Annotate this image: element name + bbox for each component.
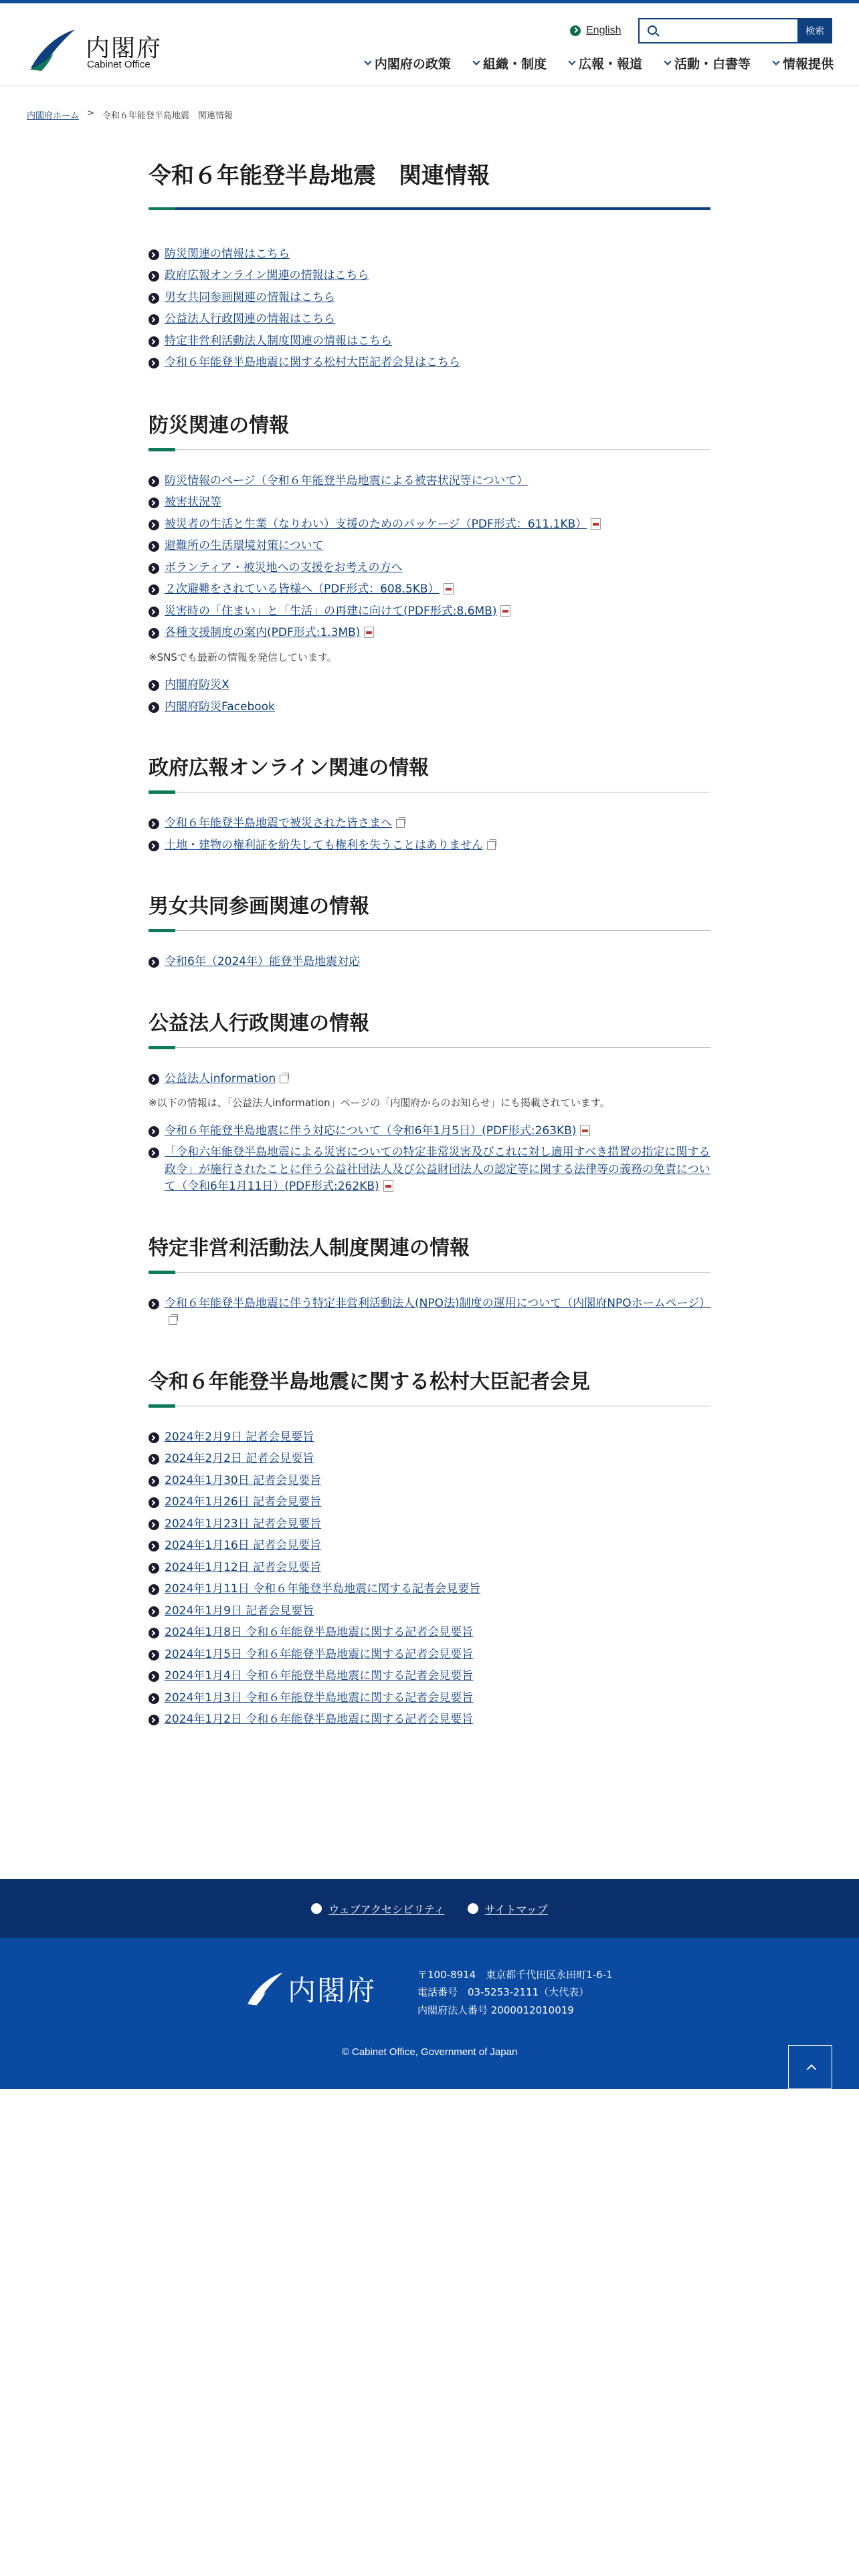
list-item xyxy=(149,333,710,350)
arrow-circle-icon xyxy=(149,1541,159,1551)
arrow-circle-icon xyxy=(311,1903,322,1914)
pdf-icon xyxy=(580,1125,590,1136)
pdf-icon xyxy=(500,605,510,617)
toc-link[interactable]: 公益法人行政関連の情報はこちら xyxy=(165,312,335,326)
bousai-link[interactable]: 災害時の「住まい」と「生活」の再建に向けて(PDF形式:8.6MB) xyxy=(165,604,497,618)
arrow-circle-icon xyxy=(149,1519,159,1530)
press-link-list xyxy=(149,1429,710,1729)
press-link[interactable]: 2024年1月3日 令和６年能登半島地震に関する記者会見要旨 xyxy=(165,1691,474,1705)
section-koueki xyxy=(149,1010,710,1196)
link-list xyxy=(149,473,710,642)
list-item xyxy=(149,538,710,555)
arrow-circle-icon xyxy=(149,1454,159,1465)
language-switch xyxy=(570,25,621,37)
press-link[interactable]: 2024年2月2日 記者会見要旨 xyxy=(165,1452,314,1466)
chevron-down-icon xyxy=(568,58,575,65)
koho-link[interactable]: 令和６年能登半島地震で被災された皆さまへ xyxy=(165,817,392,831)
arrow-circle-icon xyxy=(570,25,581,36)
list-item xyxy=(149,516,710,534)
arrow-circle-icon xyxy=(149,1715,159,1725)
footer-accessibility-link[interactable] xyxy=(311,1901,444,1917)
list-item xyxy=(149,1537,710,1555)
koho-link[interactable]: 土地・建物の権利証を紛失しても権利を失うことはありません xyxy=(165,838,483,852)
sns-x-link[interactable]: 内閣府防災X xyxy=(165,678,229,692)
list-item xyxy=(149,699,710,716)
sns-link-list xyxy=(149,677,710,716)
external-link-icon xyxy=(169,1316,177,1325)
arrow-circle-icon xyxy=(149,628,159,639)
press-link[interactable]: 2024年1月12日 記者会見要旨 xyxy=(165,1560,322,1574)
footer-link-label: サイトマップ xyxy=(484,1903,548,1916)
site-logo[interactable] xyxy=(27,25,174,76)
list-item xyxy=(149,1071,710,1088)
arrow-circle-icon xyxy=(149,498,159,508)
corp-number-line: 内閣府法人番号 2000012010019 xyxy=(417,2004,574,2016)
list-item xyxy=(149,1624,710,1642)
link-list xyxy=(149,815,710,854)
list-item xyxy=(149,581,710,599)
link-list xyxy=(149,1295,710,1329)
link-list xyxy=(149,1071,710,1088)
search-button[interactable]: 検索 xyxy=(797,18,832,43)
sns-facebook-link[interactable]: 内閣府防災Facebook xyxy=(165,700,275,714)
section-npo xyxy=(149,1235,710,1329)
footer-link-label: ウェブアクセシビリティ xyxy=(328,1903,445,1916)
footer-sitemap-link[interactable] xyxy=(468,1901,548,1917)
danjo-link[interactable]: 令和6年（2024年）能登半島地震対応 xyxy=(165,955,361,969)
arrow-circle-icon xyxy=(149,1074,159,1085)
section-title: 特定非営利活動法人制度関連の情報 xyxy=(149,1235,710,1273)
chevron-down-icon xyxy=(472,58,480,65)
cabinet-office-logo-icon xyxy=(27,27,78,74)
list-item xyxy=(149,494,710,512)
section-press xyxy=(149,1368,710,1729)
table-of-contents xyxy=(149,246,710,372)
list-item xyxy=(149,954,710,971)
list-item xyxy=(149,1295,710,1329)
list-item xyxy=(149,837,710,855)
arrow-circle-icon xyxy=(149,336,159,347)
arrow-circle-icon xyxy=(149,584,159,595)
footer-nav xyxy=(0,1879,859,1938)
search-box xyxy=(638,18,797,43)
list-item xyxy=(149,1711,710,1729)
nav-organization[interactable] xyxy=(474,54,547,72)
arrow-circle-icon xyxy=(149,1126,159,1137)
pdf-icon xyxy=(364,627,374,638)
section-title: 防災関連の情報 xyxy=(149,412,710,450)
breadcrumb xyxy=(27,108,233,121)
arrow-circle-icon xyxy=(149,1671,159,1682)
cabinet-office-logo-icon xyxy=(245,1970,285,2008)
bousai-link[interactable]: ボランティア・被災地への支援をお考えの方へ xyxy=(165,560,403,574)
arrow-circle-icon xyxy=(149,1432,159,1443)
list-item xyxy=(149,290,710,307)
chevron-down-icon xyxy=(772,58,779,65)
press-link[interactable]: 2024年1月30日 記者会見要旨 xyxy=(165,1473,322,1487)
breadcrumb-home-link[interactable]: 内閣府ホーム xyxy=(27,111,80,121)
chevron-down-icon xyxy=(364,58,371,65)
section-bousai xyxy=(149,412,710,716)
list-item xyxy=(149,1646,710,1664)
copyright: © Cabinet Office, Government of Japan xyxy=(341,2046,518,2058)
nav-press[interactable] xyxy=(569,54,642,72)
footer-address xyxy=(417,1966,613,2019)
list-item xyxy=(149,1690,710,1707)
arrow-circle-icon xyxy=(149,1584,159,1595)
nav-policy[interactable] xyxy=(365,54,451,72)
arrow-circle-icon xyxy=(149,819,159,829)
press-link[interactable]: 2024年1月23日 記者会見要旨 xyxy=(165,1517,322,1531)
bousai-link[interactable]: 被害状況等 xyxy=(165,496,221,510)
logo-text-ja: 内閣府 xyxy=(86,35,163,62)
search-input[interactable] xyxy=(640,19,797,42)
external-link-icon xyxy=(396,819,405,828)
arrow-circle-icon xyxy=(149,702,159,713)
page-title: 令和６年能登半島地震 関連情報 xyxy=(149,160,710,210)
press-link[interactable]: 2024年1月8日 令和６年能登半島地震に関する記者会見要旨 xyxy=(165,1626,474,1640)
toc-link[interactable]: 令和６年能登半島地震に関する松村大臣記者会見はこちら xyxy=(165,356,460,370)
arrow-circle-icon xyxy=(149,680,159,691)
english-link[interactable]: English xyxy=(586,25,622,36)
main-content xyxy=(149,160,710,1733)
list-item xyxy=(149,1451,710,1468)
section-title: 令和６年能登半島地震に関する松村大臣記者会見 xyxy=(149,1368,710,1406)
site-header xyxy=(0,3,859,86)
arrow-circle-icon xyxy=(149,358,159,368)
pdf-icon xyxy=(383,1180,393,1192)
site-search xyxy=(638,18,832,43)
arrow-circle-icon xyxy=(149,1299,159,1309)
page-top-button[interactable] xyxy=(788,2045,832,2089)
toc-link[interactable]: 防災関連の情報はこちら xyxy=(165,247,290,261)
nav-activities[interactable] xyxy=(665,54,751,72)
nav-label: 活動・白書等 xyxy=(674,57,751,72)
logo-text-en: Cabinet Office xyxy=(87,59,151,70)
koueki-pdf-link[interactable]: 「令和六年能登半島地震による災害についての特定非常災害及びこれに対し適用すべき措置の指定に関する政令」が施行されたことに伴う公益社団法人及び公益財団法人の認定等に関する法律等の義務の免責について（令和6年1月11日）(PDF形式:262KB) xyxy=(165,1146,710,1194)
list-item xyxy=(149,1473,710,1490)
list-item xyxy=(149,1581,710,1598)
arrow-circle-icon xyxy=(149,1563,159,1574)
list-item xyxy=(149,267,710,285)
footer-logo xyxy=(245,1969,385,2009)
press-link[interactable]: 2024年1月16日 記者会見要旨 xyxy=(165,1539,322,1553)
chevron-down-icon xyxy=(664,58,671,65)
press-link[interactable]: 2024年1月4日 令和６年能登半島地震に関する記者会見要旨 xyxy=(165,1669,474,1683)
press-link[interactable]: 2024年2月9日 記者会見要旨 xyxy=(165,1430,314,1444)
list-item xyxy=(149,1429,710,1446)
list-item xyxy=(149,1560,710,1577)
list-item xyxy=(149,311,710,328)
arrow-circle-icon xyxy=(149,957,159,968)
arrow-circle-icon xyxy=(149,1606,159,1617)
list-item xyxy=(149,473,710,490)
section-title: 政府広報オンライン関連の情報 xyxy=(149,754,710,792)
press-link[interactable]: 2024年1月2日 令和６年能登半島地震に関する記者会見要旨 xyxy=(165,1713,474,1727)
arrow-circle-icon xyxy=(149,249,159,260)
list-item xyxy=(149,1668,710,1685)
list-item xyxy=(149,625,710,642)
bousai-link[interactable]: ２次避難をされている皆様へ（PDF形式：608.5KB） xyxy=(165,582,440,597)
arrow-circle-icon xyxy=(149,520,159,530)
list-item xyxy=(149,815,710,833)
external-link-icon xyxy=(487,841,496,850)
arrow-circle-icon xyxy=(149,841,159,851)
link-list xyxy=(149,954,710,971)
nav-information[interactable] xyxy=(773,54,834,72)
sns-note: ※SNSでも最新の情報を発信しています。 xyxy=(149,651,337,663)
arrow-circle-icon xyxy=(149,293,159,304)
bousai-link[interactable]: 避難所の生活環境対策について xyxy=(165,539,324,553)
toc-link[interactable]: 特定非営利活動法人制度関連の情報はこちら xyxy=(165,334,392,348)
breadcrumb-current: 令和６年能登半島地震 関連情報 xyxy=(102,111,233,121)
bousai-link[interactable]: 各種支援制度の案内(PDF形式:1.3MB) xyxy=(165,626,361,640)
toc-link[interactable]: 政府広報オンライン関連の情報はこちら xyxy=(165,269,369,283)
address-line: 〒100-8914 東京都千代田区永田町1-6-1 xyxy=(417,1969,613,1981)
section-title: 男女共同参画関連の情報 xyxy=(149,893,710,931)
pdf-icon xyxy=(591,518,601,530)
site-footer xyxy=(0,1938,859,2089)
koueki-note: ※以下の情報は、「公益法人information」ページの「内閣府からのお知らせ」にも掲載されています。 xyxy=(149,1097,610,1109)
section-title: 公益法人行政関連の情報 xyxy=(149,1010,710,1048)
arrow-circle-icon xyxy=(149,1476,159,1487)
nav-label: 内閣府の政策 xyxy=(374,57,451,72)
arrow-circle-icon xyxy=(149,1628,159,1638)
list-item xyxy=(149,560,710,577)
nav-label: 組織・制度 xyxy=(482,57,547,72)
arrow-circle-icon xyxy=(149,563,159,574)
external-link-icon xyxy=(280,1075,288,1083)
list-item xyxy=(149,1603,710,1620)
breadcrumb-separator: > xyxy=(87,108,94,118)
list-item xyxy=(149,677,710,694)
list-item xyxy=(149,603,710,621)
arrow-circle-icon xyxy=(149,607,159,617)
list-item xyxy=(149,1494,710,1511)
search-icon xyxy=(648,25,657,35)
link-list xyxy=(149,1123,710,1196)
list-item xyxy=(149,1123,710,1140)
section-koho xyxy=(149,754,710,854)
arrow-circle-icon xyxy=(149,541,159,552)
list-item xyxy=(149,1516,710,1533)
press-link[interactable]: 2024年1月9日 記者会見要旨 xyxy=(165,1604,314,1618)
pdf-icon xyxy=(444,583,454,595)
arrow-circle-icon xyxy=(149,1650,159,1660)
arrow-circle-icon xyxy=(149,271,159,282)
arrow-circle-icon xyxy=(149,1497,159,1508)
press-link[interactable]: 2024年1月5日 令和６年能登半島地震に関する記者会見要旨 xyxy=(165,1647,474,1661)
footer-logo-text: 内閣府 xyxy=(288,1974,377,2007)
koueki-info-link[interactable]: 公益法人information xyxy=(165,1071,276,1085)
arrow-circle-icon xyxy=(149,314,159,325)
koueki-pdf-link[interactable]: 令和６年能登半島地震に伴う対応について（令和6年1月5日）(PDF形式:263KB) xyxy=(165,1123,577,1138)
npo-link[interactable]: 令和６年能登半島地震に伴う特定非営利活動法人(NPO法)制度の運用について（内閣府NPOホームページ） xyxy=(165,1296,711,1310)
bousai-link[interactable]: 被災者の生活と生業（なりわい）支援のためのパッケージ（PDF形式：611.1KB） xyxy=(165,517,587,531)
press-link[interactable]: 2024年1月26日 記者会見要旨 xyxy=(165,1495,322,1509)
arrow-circle-icon xyxy=(149,1148,159,1158)
global-nav xyxy=(365,54,834,72)
toc-link[interactable]: 男女共同参画関連の情報はこちら xyxy=(165,290,335,304)
arrow-circle-icon xyxy=(149,476,159,487)
press-link[interactable]: 2024年1月11日 令和６年能登半島地震に関する記者会見要旨 xyxy=(165,1582,481,1596)
nav-label: 広報・報道 xyxy=(578,57,642,72)
section-danjo xyxy=(149,893,710,971)
nav-label: 情報提供 xyxy=(782,57,834,72)
phone-line: 電話番号 03-5253-2111（大代表） xyxy=(417,1986,589,1999)
list-item xyxy=(149,354,710,372)
list-item xyxy=(149,1144,710,1196)
arrow-circle-icon xyxy=(468,1903,478,1914)
list-item xyxy=(149,246,710,263)
arrow-circle-icon xyxy=(149,1693,159,1704)
bousai-link[interactable]: 防災情報のページ（令和６年能登半島地震による被害状況等について） xyxy=(165,473,529,488)
